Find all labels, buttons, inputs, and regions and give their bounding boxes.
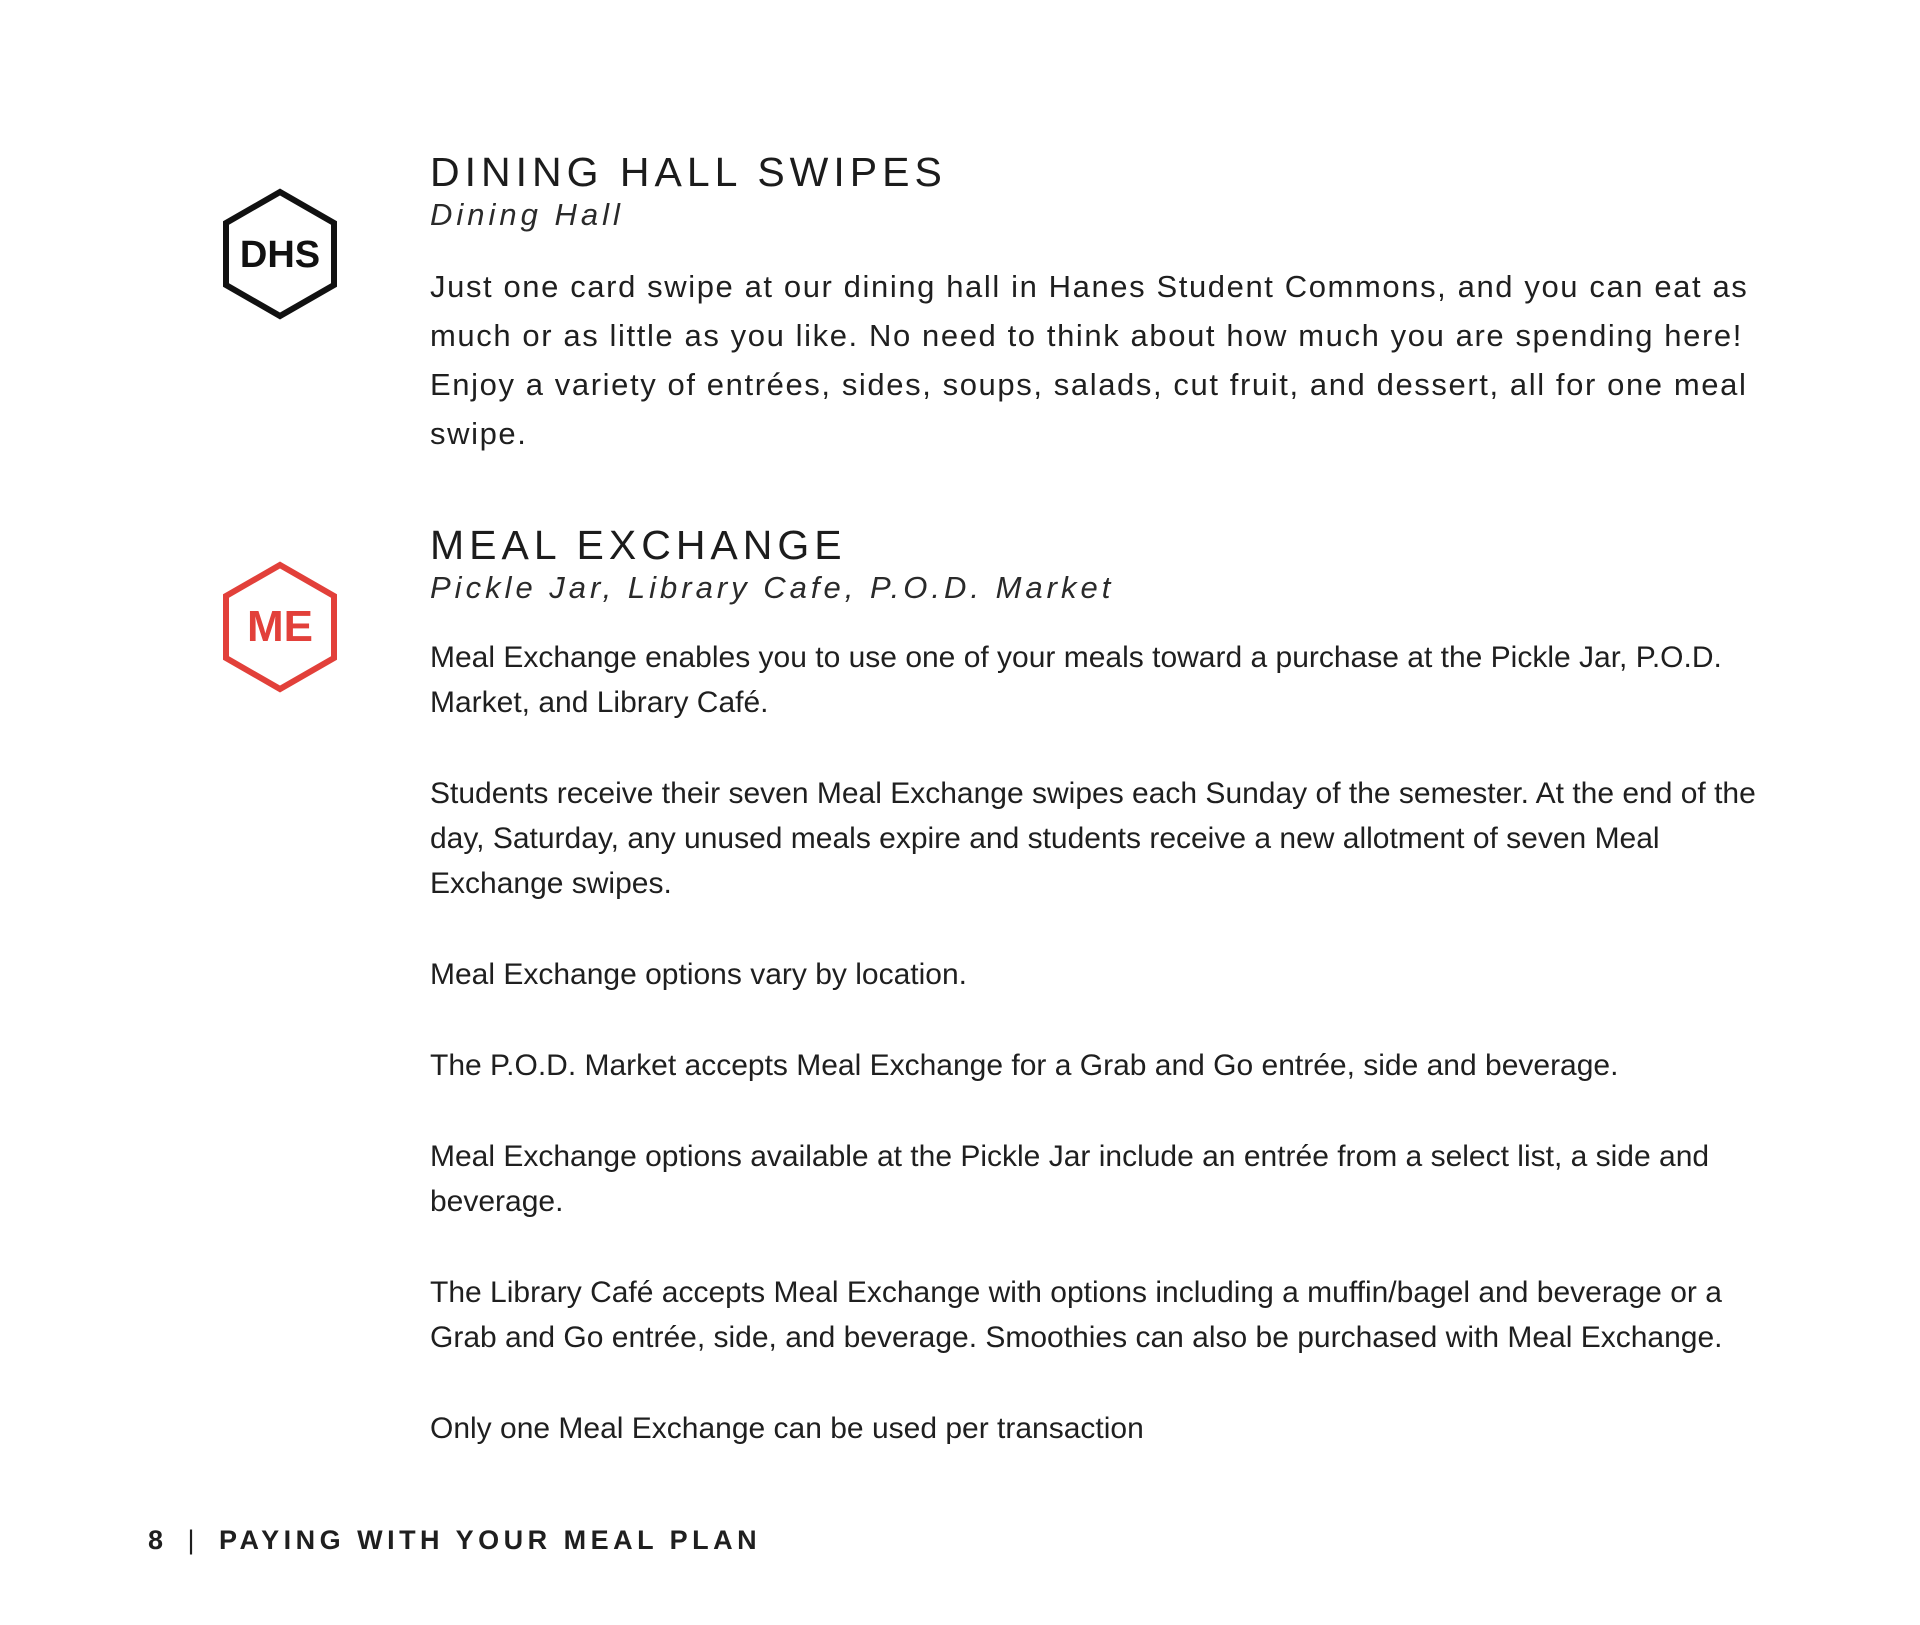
dhs-hexagon-icon (222, 188, 338, 320)
meal-exchange-paragraph: Meal Exchange options available at the Pickle Jar include an entrée from a select list, a side and beverage. (430, 1140, 1710, 1218)
me-hexagon-icon (222, 561, 338, 693)
me-badge-text: ME (247, 602, 313, 651)
footer-section-title: PAYING WITH YOUR MEAL PLAN (219, 1525, 762, 1555)
meal-exchange-paragraph: Only one Meal Exchange can be used per transaction (430, 1412, 1144, 1445)
section-title-dining-hall-swipes: DINING HALL SWIPES (430, 149, 947, 195)
section-title-meal-exchange: MEAL EXCHANGE (430, 522, 847, 568)
section-subtitle-meal-exchange-locations: Pickle Jar, Library Cafe, P.O.D. Market (430, 570, 1115, 605)
section-subtitle-dining-hall: Dining Hall (430, 197, 624, 232)
meal-exchange-paragraphs (430, 635, 1790, 1451)
meal-exchange-paragraph: Students receive their seven Meal Exchange swipes each Sunday of the semester. At the end of the day, Saturday, any unused meals expire and students receive a new allotment of seven Meal Exchange swipes. (430, 777, 1756, 900)
footer-separator: | (187, 1525, 200, 1555)
meal-exchange-paragraph: The P.O.D. Market accepts Meal Exchange for a Grab and Go entrée, side and beverage. (430, 1049, 1619, 1082)
meal-exchange-paragraph: The Library Café accepts Meal Exchange with options including a muffin/bagel and beverage or a Grab and Go entrée, side, and beverage. Smoothies can also be purchased with Meal Exchange. (430, 1276, 1723, 1354)
meal-exchange-paragraph: Meal Exchange enables you to use one of your meals toward a purchase at the Pickle Jar, P.O.D. Market, and Library Café. (430, 641, 1722, 719)
dining-hall-swipes-content (430, 148, 1790, 458)
meal-exchange-content (430, 521, 1790, 1497)
dining-hall-description: Just one card swipe at our dining hall in Hanes Student Commons, and you can eat as much or as little as you like. No need to think about how much you are spending here! Enjoy a variety of entrées, sides, soups, salads, cut fruit, and dessert, all for one meal swipe. (430, 269, 1749, 451)
page-number: 8 (148, 1525, 168, 1555)
dhs-badge-text: DHS (239, 234, 321, 276)
page-footer (148, 1525, 761, 1556)
meal-exchange-paragraph: Meal Exchange options vary by location. (430, 958, 967, 991)
